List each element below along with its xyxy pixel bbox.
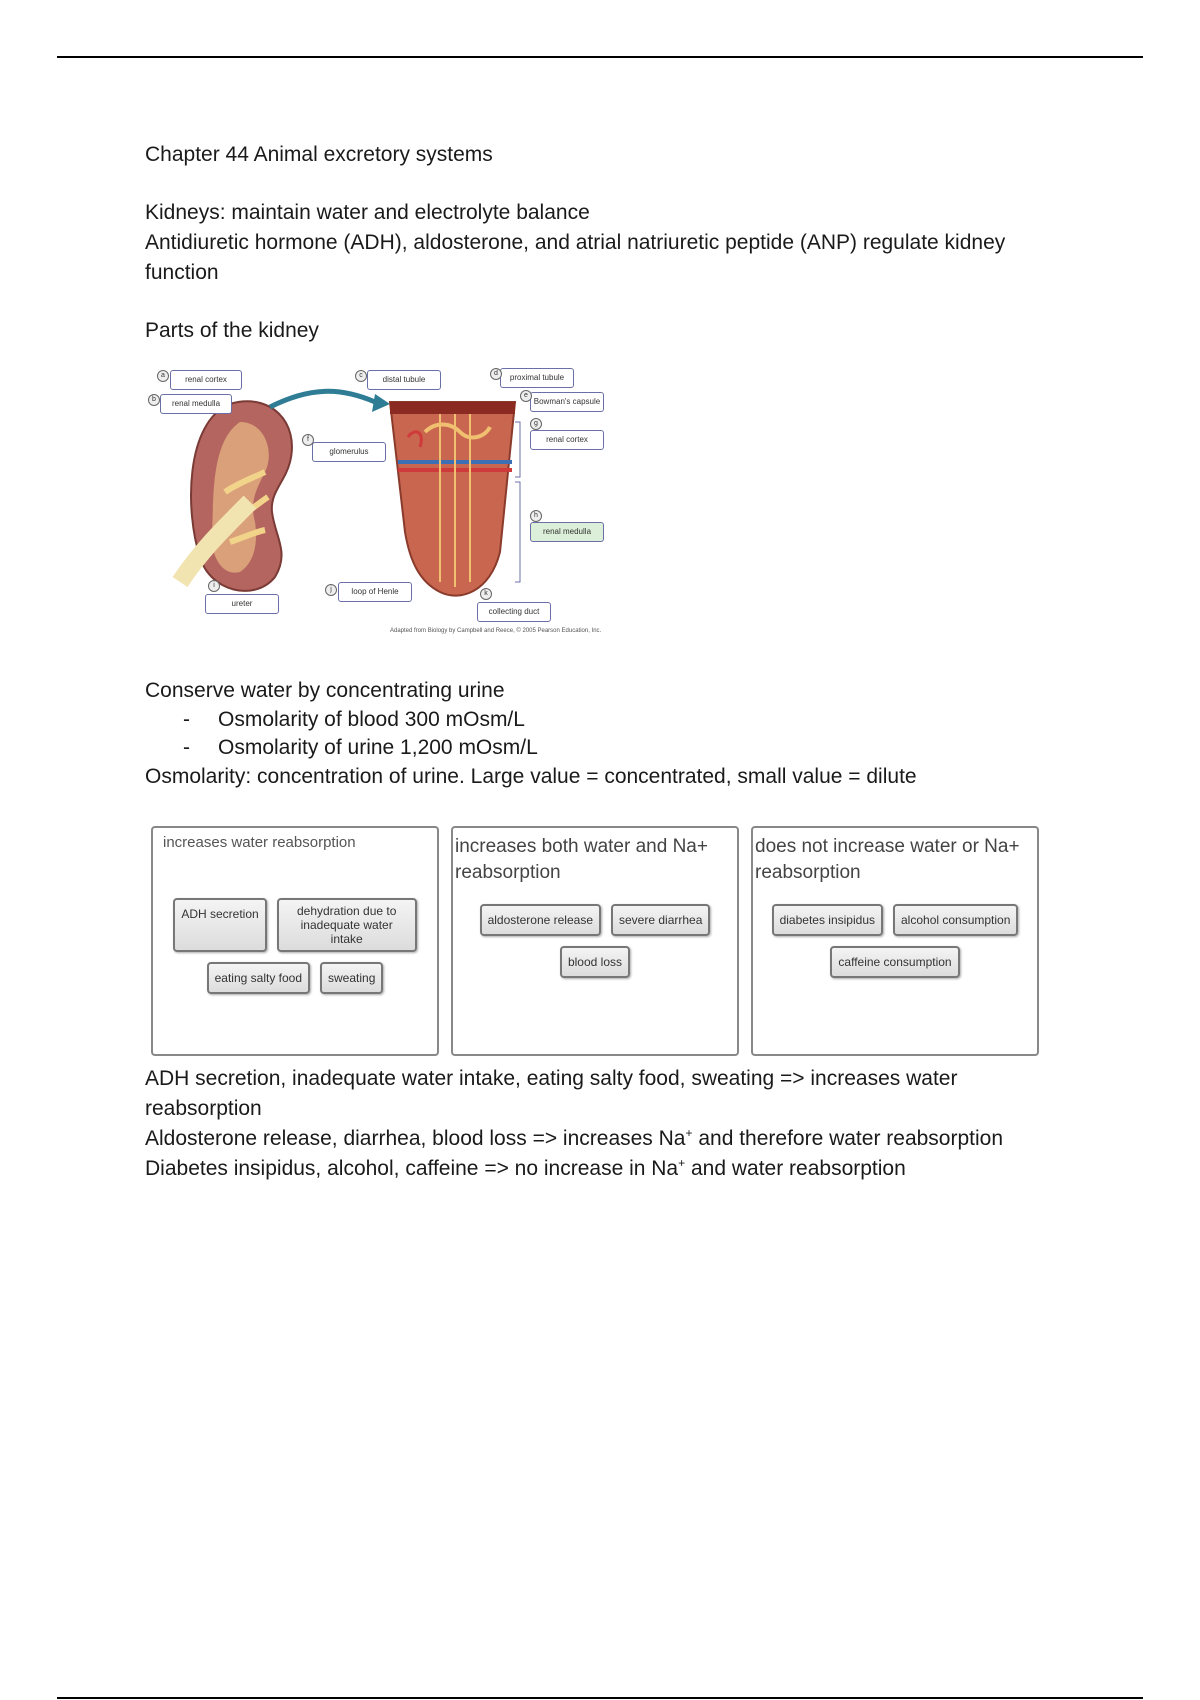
box-heading: increases both water and Na+ reabsorption <box>455 836 708 883</box>
intro-line-1: Kidneys: maintain water and electrolyte balance <box>145 201 590 224</box>
chip-diabetes-insipidus: diabetes insipidus <box>772 904 883 936</box>
chip-caffeine-consumption: caffeine consumption <box>830 946 959 978</box>
box-increases-water-and-sodium <box>451 826 739 1056</box>
header-rule <box>57 56 1143 58</box>
box-increases-water <box>151 826 439 1056</box>
chip-aldosterone-release: aldosterone release <box>480 904 601 936</box>
conserve-heading: Conserve water by concentrating urine <box>145 679 505 702</box>
label-distal-tubule: distal tubule <box>367 370 441 390</box>
list-item: - Osmolarity of urine 1,200 mOsm/L <box>145 734 1075 762</box>
badge-f: f <box>302 434 314 446</box>
badge-j: j <box>325 584 337 596</box>
badge-c: c <box>355 370 367 382</box>
badge-d: d <box>490 368 502 380</box>
chip-severe-diarrhea: severe diarrhea <box>611 904 710 936</box>
label-ureter: ureter <box>205 594 279 614</box>
badge-g: g <box>530 418 542 430</box>
badge-b: b <box>148 394 160 406</box>
list-item: - Osmolarity of blood 300 mOsm/L <box>145 706 1075 734</box>
chip-alcohol-consumption: alcohol consumption <box>893 904 1018 936</box>
chip-sweating: sweating <box>320 962 383 994</box>
label-loop-of-henle: loop of Henle <box>338 582 412 602</box>
label-collecting-duct: collecting duct <box>477 602 551 622</box>
chip-blood-loss: blood loss <box>560 946 630 978</box>
chip-dehydration: dehydration due to inadequate water intake <box>277 898 417 952</box>
chip-adh-secretion: ADH secretion <box>173 898 266 952</box>
figure-credit: Adapted from Biology by Campbell and Reece, © 2005 Pearson Education, Inc. <box>390 628 602 634</box>
footer-rule <box>57 1697 1143 1699</box>
label-renal-cortex: renal cortex <box>170 370 242 390</box>
summary-line-2: Aldosterone release, diarrhea, blood loss => increases Na+ and therefore water reabsorption <box>145 1126 1004 1150</box>
intro-line-2: Antidiuretic hormone (ADH), aldosterone, and atrial natriuretic peptide (ANP) regulate kidney function <box>145 231 1006 284</box>
badge-e: e <box>520 390 532 402</box>
chapter-title: Chapter 44 Animal excretory systems <box>145 143 493 166</box>
document-body <box>145 140 1075 1184</box>
label-proximal-tubule: proximal tubule <box>500 368 574 388</box>
osmolarity-definition: Osmolarity: concentration of urine. Large value = concentrated, small value = dilute <box>145 765 917 788</box>
badge-i: i <box>208 580 220 592</box>
osmolarity-list <box>145 706 1075 762</box>
label-bowmans-capsule: Bowman's capsule <box>530 392 604 412</box>
chip-eating-salty-food: eating salty food <box>207 962 310 994</box>
summary-line-1: ADH secretion, inadequate water intake, eating salty food, sweating => increases water reabsorption <box>145 1067 958 1120</box>
summary-line-3: Diabetes insipidus, alcohol, caffeine => no increase in Na+ and water reabsorption <box>145 1156 906 1180</box>
badge-a: a <box>157 370 169 382</box>
badge-k: k <box>480 588 492 600</box>
label-glomerulus: glomerulus <box>312 442 386 462</box>
parts-heading: Parts of the kidney <box>145 319 319 342</box>
label-renal-cortex-section: renal cortex <box>530 430 604 450</box>
kidney-diagram <box>140 352 640 642</box>
box-heading: increases water reabsorption <box>163 834 356 851</box>
box-heading: does not increase water or Na+ reabsorption <box>755 836 1020 883</box>
reabsorption-sorting-boxes <box>151 826 1075 1056</box>
box-no-increase <box>751 826 1039 1056</box>
label-renal-medulla: renal medulla <box>160 394 232 414</box>
label-renal-medulla-section: renal medulla <box>530 522 604 542</box>
badge-h: h <box>530 510 542 522</box>
